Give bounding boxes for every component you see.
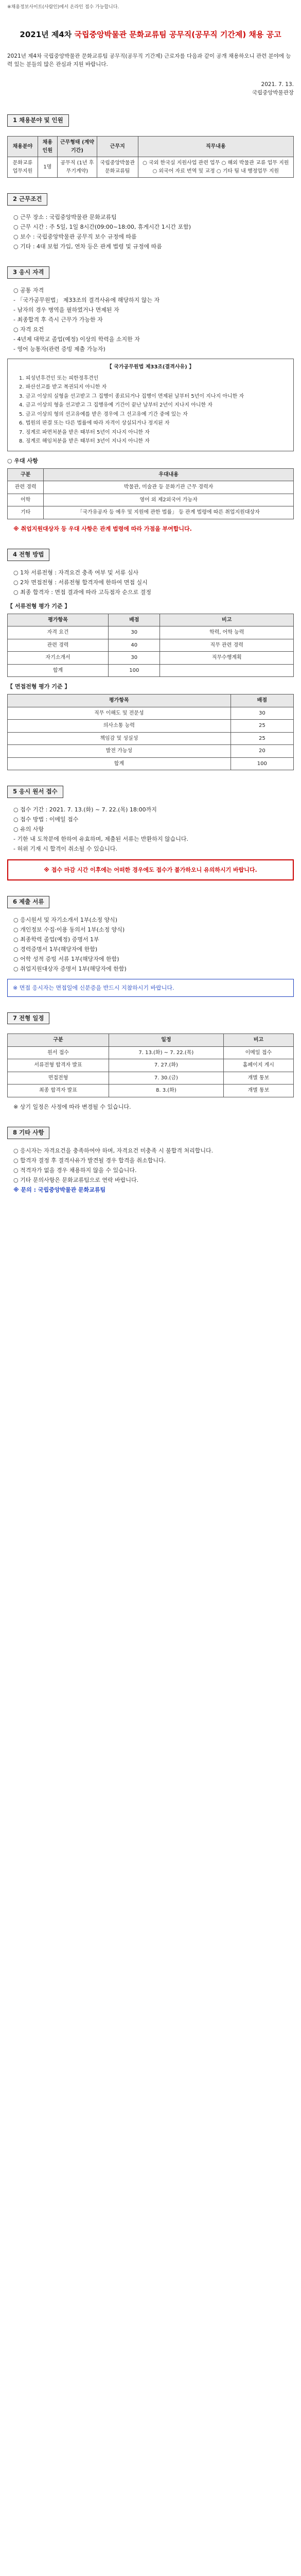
- application-line: ○ 유의 사항: [13, 826, 44, 833]
- table-cell: 7. 27.(화): [109, 1059, 224, 1072]
- selection-line: ○ 2차 면접전형 : 서류전형 합격자에 한하여 면접 실시: [13, 579, 148, 586]
- section-heading: 6 제출 서류: [7, 896, 49, 908]
- table-row: [8, 494, 294, 506]
- application-line: ○ 접수 기간 : 2021. 7. 13.(화) ~ 7. 22.(목) 18:00까지: [13, 806, 157, 814]
- application-line: ○ 접수 방법 : 이메일 접수: [13, 816, 79, 823]
- title-main: 국립중앙박물관 문화교류팀 공무직(공무직 기간제) 채용 공고: [74, 29, 281, 39]
- qualification-line: - 「국가공무원법」 제33조의 결격사유에 해당하지 않는 자: [13, 296, 160, 303]
- condition-line: ○ 기타 : 4대 보험 가입, 연차 등은 관계 법령 및 규정에 따름: [13, 243, 162, 250]
- table-cell: 원서 접수: [8, 1046, 109, 1059]
- table-row: [8, 1059, 294, 1072]
- table-row: [8, 639, 294, 652]
- table-cell: 30: [109, 626, 160, 639]
- table-cell: 영어 외 제2외국어 가능자: [44, 494, 294, 506]
- table-cell: 25: [231, 732, 293, 745]
- table-cell: 25: [231, 720, 293, 733]
- table-row: [8, 652, 294, 665]
- table-cell: 합계: [8, 757, 231, 770]
- table-cell: 이메일 접수: [223, 1046, 293, 1059]
- table-cell: 1명: [38, 157, 57, 178]
- qualification-line: - 최종합격 후 즉시 근무가 가능한 자: [13, 316, 103, 324]
- table-row: [8, 720, 294, 733]
- application-line: - 허위 기재 시 합격이 취소될 수 있습니다.: [13, 845, 117, 853]
- table-title: 【 면접전형 평가 기준 】: [7, 683, 70, 690]
- section-qualifications: [7, 266, 294, 533]
- table-header-cell: 근무형태 (계약기간): [57, 137, 97, 157]
- section-other: [7, 1127, 294, 1194]
- table-cell: 의사소통 능력: [8, 720, 231, 733]
- table-cell: 「국가유공자 등 예우 및 지원에 관한 법률」 등 관계 법령에 따른 취업지원대상자: [44, 506, 294, 519]
- table-header-cell: 비고: [160, 614, 294, 626]
- document-line: ○ 개인정보 수집·이용 동의서 1부(소정 양식): [13, 926, 125, 934]
- section-schedule: [7, 1012, 294, 1111]
- other-line: ○ 기타 문의사항은 문화교류팀으로 연락 바랍니다.: [13, 1176, 139, 1183]
- table-row: [8, 757, 294, 770]
- document-line: ○ 어학 성적 증빙 서류 1부(해당자에 한함): [13, 956, 119, 963]
- table-cell: 직무 이해도 및 전문성: [8, 707, 231, 720]
- table-cell: 공무직 (1년 후 무기계약): [57, 157, 97, 178]
- table-cell: 서류전형 합격자 발표: [8, 1059, 109, 1072]
- table-header-cell: 채용분야: [8, 137, 38, 157]
- table-header-cell: 구분: [8, 1034, 109, 1047]
- table-cell: 100: [109, 664, 160, 677]
- deadline-notice: ※ 접수 마감 시간 이후에는 어떠한 경우에도 접수가 불가하오니 유의하시기 바랍니다.: [7, 859, 294, 880]
- document-line: ○ 취업지원대상자 증명서 1부(해당자에 한함): [13, 965, 127, 973]
- disqualification-line: 2. 파산선고를 받고 복권되지 아니한 자: [19, 384, 107, 391]
- section-heading: 4 전형 방법: [7, 549, 49, 561]
- table-header-cell: 구분: [8, 468, 44, 481]
- preference-note: ※ 취업지원대상자 등 우대 사항은 관계 법령에 따라 가점을 부여합니다.: [13, 525, 192, 532]
- table-row: [8, 664, 294, 677]
- table-header-cell: 배점: [109, 614, 160, 626]
- table-cell: 자기소개서: [8, 652, 109, 665]
- section-heading: 1 채용분야 및 인원: [7, 114, 69, 127]
- table-cell: 직무수행계획: [160, 652, 294, 665]
- section-selection: [7, 549, 294, 771]
- other-line: ○ 합격자 결정 후 결격사유가 발견될 경우 합격을 취소합니다.: [13, 1157, 166, 1164]
- section-heading: 7 전형 일정: [7, 1012, 49, 1025]
- condition-line: ○ 근무 시간 : 주 5일, 1일 8시간(09:00~18:00, 휴게시간 1시간 포함): [13, 223, 191, 230]
- table-cell: 개별 통보: [223, 1084, 293, 1097]
- condition-line: ○ 보수 : 국립중앙박물관 공무직 보수 규정에 따름: [13, 233, 137, 240]
- table-cell: 박물관, 미술관 등 문화기관 근무 경력자: [44, 481, 294, 494]
- table-cell: 30: [109, 652, 160, 665]
- selection-line: ○ 최종 합격자 : 면접 결과에 따라 고득점자 순으로 결정: [13, 588, 151, 596]
- table-cell: 관련 경력: [8, 639, 109, 652]
- qualification-line: - 남자의 경우 병역을 필하였거나 면제된 자: [13, 306, 119, 313]
- table-row: [8, 1046, 294, 1059]
- table-cell: 개별 통보: [223, 1072, 293, 1084]
- issuer: 국립중앙박물관장: [252, 89, 294, 96]
- table-cell: 어학: [8, 494, 44, 506]
- table-cell: 직무 관련 경력: [160, 639, 294, 652]
- table-header-cell: 근무지: [97, 137, 138, 157]
- box-title: 【 국가공무원법 제33조(결격사유) 】: [107, 364, 194, 370]
- table-header-cell: 우대내용: [44, 468, 294, 481]
- disqualification-line: 1. 피성년후견인 또는 피한정후견인: [19, 375, 99, 381]
- table-cell: 40: [109, 639, 160, 652]
- table-row: [8, 626, 294, 639]
- disqualification-line: 3. 금고 이상의 실형을 선고받고 그 집행이 종료되거나 집행이 면제된 날부터 5년이 지나지 아니한 자: [19, 393, 244, 399]
- table-cell: 국립중앙박물관 문화교류팀: [97, 157, 138, 178]
- section-heading: 2 근무조건: [7, 193, 47, 206]
- table-cell: 발전 가능성: [8, 745, 231, 758]
- disqualification-line: 4. 금고 이상의 형을 선고받고 그 집행유예 기간이 끝난 날부터 2년이 지나지 아니한 자: [19, 402, 213, 409]
- section-heading: 8 기타 사항: [7, 1127, 49, 1139]
- table-title: 【 서류전형 평가 기준 】: [7, 602, 70, 609]
- table-row: [8, 732, 294, 745]
- document-line: ○ 응시원서 및 자기소개서 1부(소정 양식): [13, 917, 118, 924]
- sub-heading: ○ 우대 사항: [7, 457, 38, 464]
- table-row: [8, 506, 294, 519]
- page-title: [7, 29, 294, 41]
- intro-paragraph: 2021년 제4차 국립중앙박물관 문화교류팀 공무직(공무직 기간제) 근로자를 다음과 같이 공개 채용하오니 관련 분야에 능력 있는 분들의 많은 관심과 지원 바랍니다.: [7, 53, 291, 68]
- table-header-cell: 평가항목: [8, 694, 231, 707]
- section-positions: [7, 114, 294, 178]
- table-row: [8, 157, 294, 178]
- disqualification-line: 5. 금고 이상의 형의 선고유예를 받은 경우에 그 선고유예 기간 중에 있는 자: [19, 411, 188, 417]
- table-cell: 문화교류 업무지원: [8, 157, 38, 178]
- application-line: - 기한 내 도착분에 한하여 유효하며, 제출된 서류는 반환하지 않습니다.: [13, 836, 188, 843]
- table-header-cell: 일정: [109, 1034, 224, 1047]
- condition-line: ○ 근무 장소 : 국립중앙박물관 문화교류팀: [13, 213, 117, 221]
- id-notice: ※ 면접 응시자는 면접일에 신분증을 반드시 지참하시기 바랍니다.: [7, 979, 294, 997]
- table-header-cell: 배점: [231, 694, 293, 707]
- section-heading: 5 응시 원서 접수: [7, 786, 63, 798]
- document-eval-table: [7, 614, 294, 677]
- other-line: ○ 응시자는 자격요건을 충족하여야 하며, 자격요건 미충족 시 불합격 처리합니다.: [13, 1147, 214, 1154]
- table-cell: 기타: [8, 506, 44, 519]
- qualification-line: ○ 자격 요건: [13, 326, 44, 333]
- table-cell: ○ 국외 한국실 지원사업 관련 업무 ○ 해외 박물관 교류 업무 지원 ○ 외국어 자료 번역 및 교정 ○ 기타 팀 내 행정업무 지원: [138, 157, 293, 178]
- table-cell: 합계: [8, 664, 109, 677]
- top-note: ※채용정보사이트(사람인)에서 온라인 접수 가능합니다.: [7, 5, 119, 10]
- disqualification-line: 7. 징계로 파면처분을 받은 때부터 5년이 지나지 아니한 자: [19, 429, 150, 435]
- schedule-note: ※ 상기 일정은 사정에 따라 변경될 수 있습니다.: [13, 1103, 131, 1110]
- qualification-line: - 4년제 대학교 졸업(예정) 이상의 학력을 소지한 자: [13, 336, 140, 343]
- section-application: [7, 786, 294, 880]
- table-cell: 관련 경력: [8, 481, 44, 494]
- other-line: ○ 적격자가 없을 경우 채용하지 않을 수 있습니다.: [13, 1166, 137, 1174]
- table-row: [8, 707, 294, 720]
- title-prefix: 2021년 제4차: [20, 29, 72, 39]
- table-cell: 7. 30.(금): [109, 1072, 224, 1084]
- qualification-line: ○ 공통 자격: [13, 286, 44, 294]
- positions-table: [7, 136, 294, 178]
- section-heading: 3 응시 자격: [7, 266, 49, 279]
- disqualification-box: [7, 359, 294, 451]
- table-cell: 홈페이지 게시: [223, 1059, 293, 1072]
- table-row: [8, 745, 294, 758]
- table-cell: 30: [231, 707, 293, 720]
- table-row: [8, 481, 294, 494]
- notice-date: 2021. 7. 13.: [261, 81, 294, 88]
- disqualification-line: 6. 법원의 판결 또는 다른 법률에 따라 자격이 상실되거나 정지된 자: [19, 420, 170, 427]
- table-cell: 학력, 어학 능력: [160, 626, 294, 639]
- table-cell: 책임감 및 성실성: [8, 732, 231, 745]
- table-header-cell: 채용 인원: [38, 137, 57, 157]
- table-cell: 20: [231, 745, 293, 758]
- table-cell: [160, 664, 294, 677]
- schedule-table: [7, 1033, 294, 1097]
- table-cell: 7. 13.(화) ~ 7. 22.(목): [109, 1046, 224, 1059]
- table-header-cell: 직무내용: [138, 137, 293, 157]
- table-cell: 8. 3.(화): [109, 1084, 224, 1097]
- selection-line: ○ 1차 서류전형 : 자격요건 충족 여부 및 서류 심사: [13, 569, 139, 576]
- contact-line: ※ 문의 : 국립중앙박물관 문화교류팀: [13, 1186, 106, 1193]
- table-cell: 자격 요건: [8, 626, 109, 639]
- table-header-cell: 비고: [223, 1034, 293, 1047]
- table-header-cell: 평가항목: [8, 614, 109, 626]
- disqualification-line: 8. 징계로 해임처분을 받은 때부터 3년이 지나지 아니한 자: [19, 438, 150, 445]
- table-row: [8, 1084, 294, 1097]
- document-line: ○ 최종학력 졸업(예정) 증명서 1부: [13, 936, 99, 943]
- table-cell: 최종 합격자 발표: [8, 1084, 109, 1097]
- preference-table: [7, 468, 294, 519]
- section-documents: [7, 896, 294, 996]
- interview-eval-table: [7, 694, 294, 770]
- section-conditions: [7, 193, 294, 251]
- document-line: ○ 경력증명서 1부(해당자에 한함): [13, 946, 98, 953]
- qualification-line: - 영어 능통자(관련 증빙 제출 가능자): [13, 346, 105, 353]
- table-cell: 면접전형: [8, 1072, 109, 1084]
- table-cell: 100: [231, 757, 293, 770]
- table-row: [8, 1072, 294, 1084]
